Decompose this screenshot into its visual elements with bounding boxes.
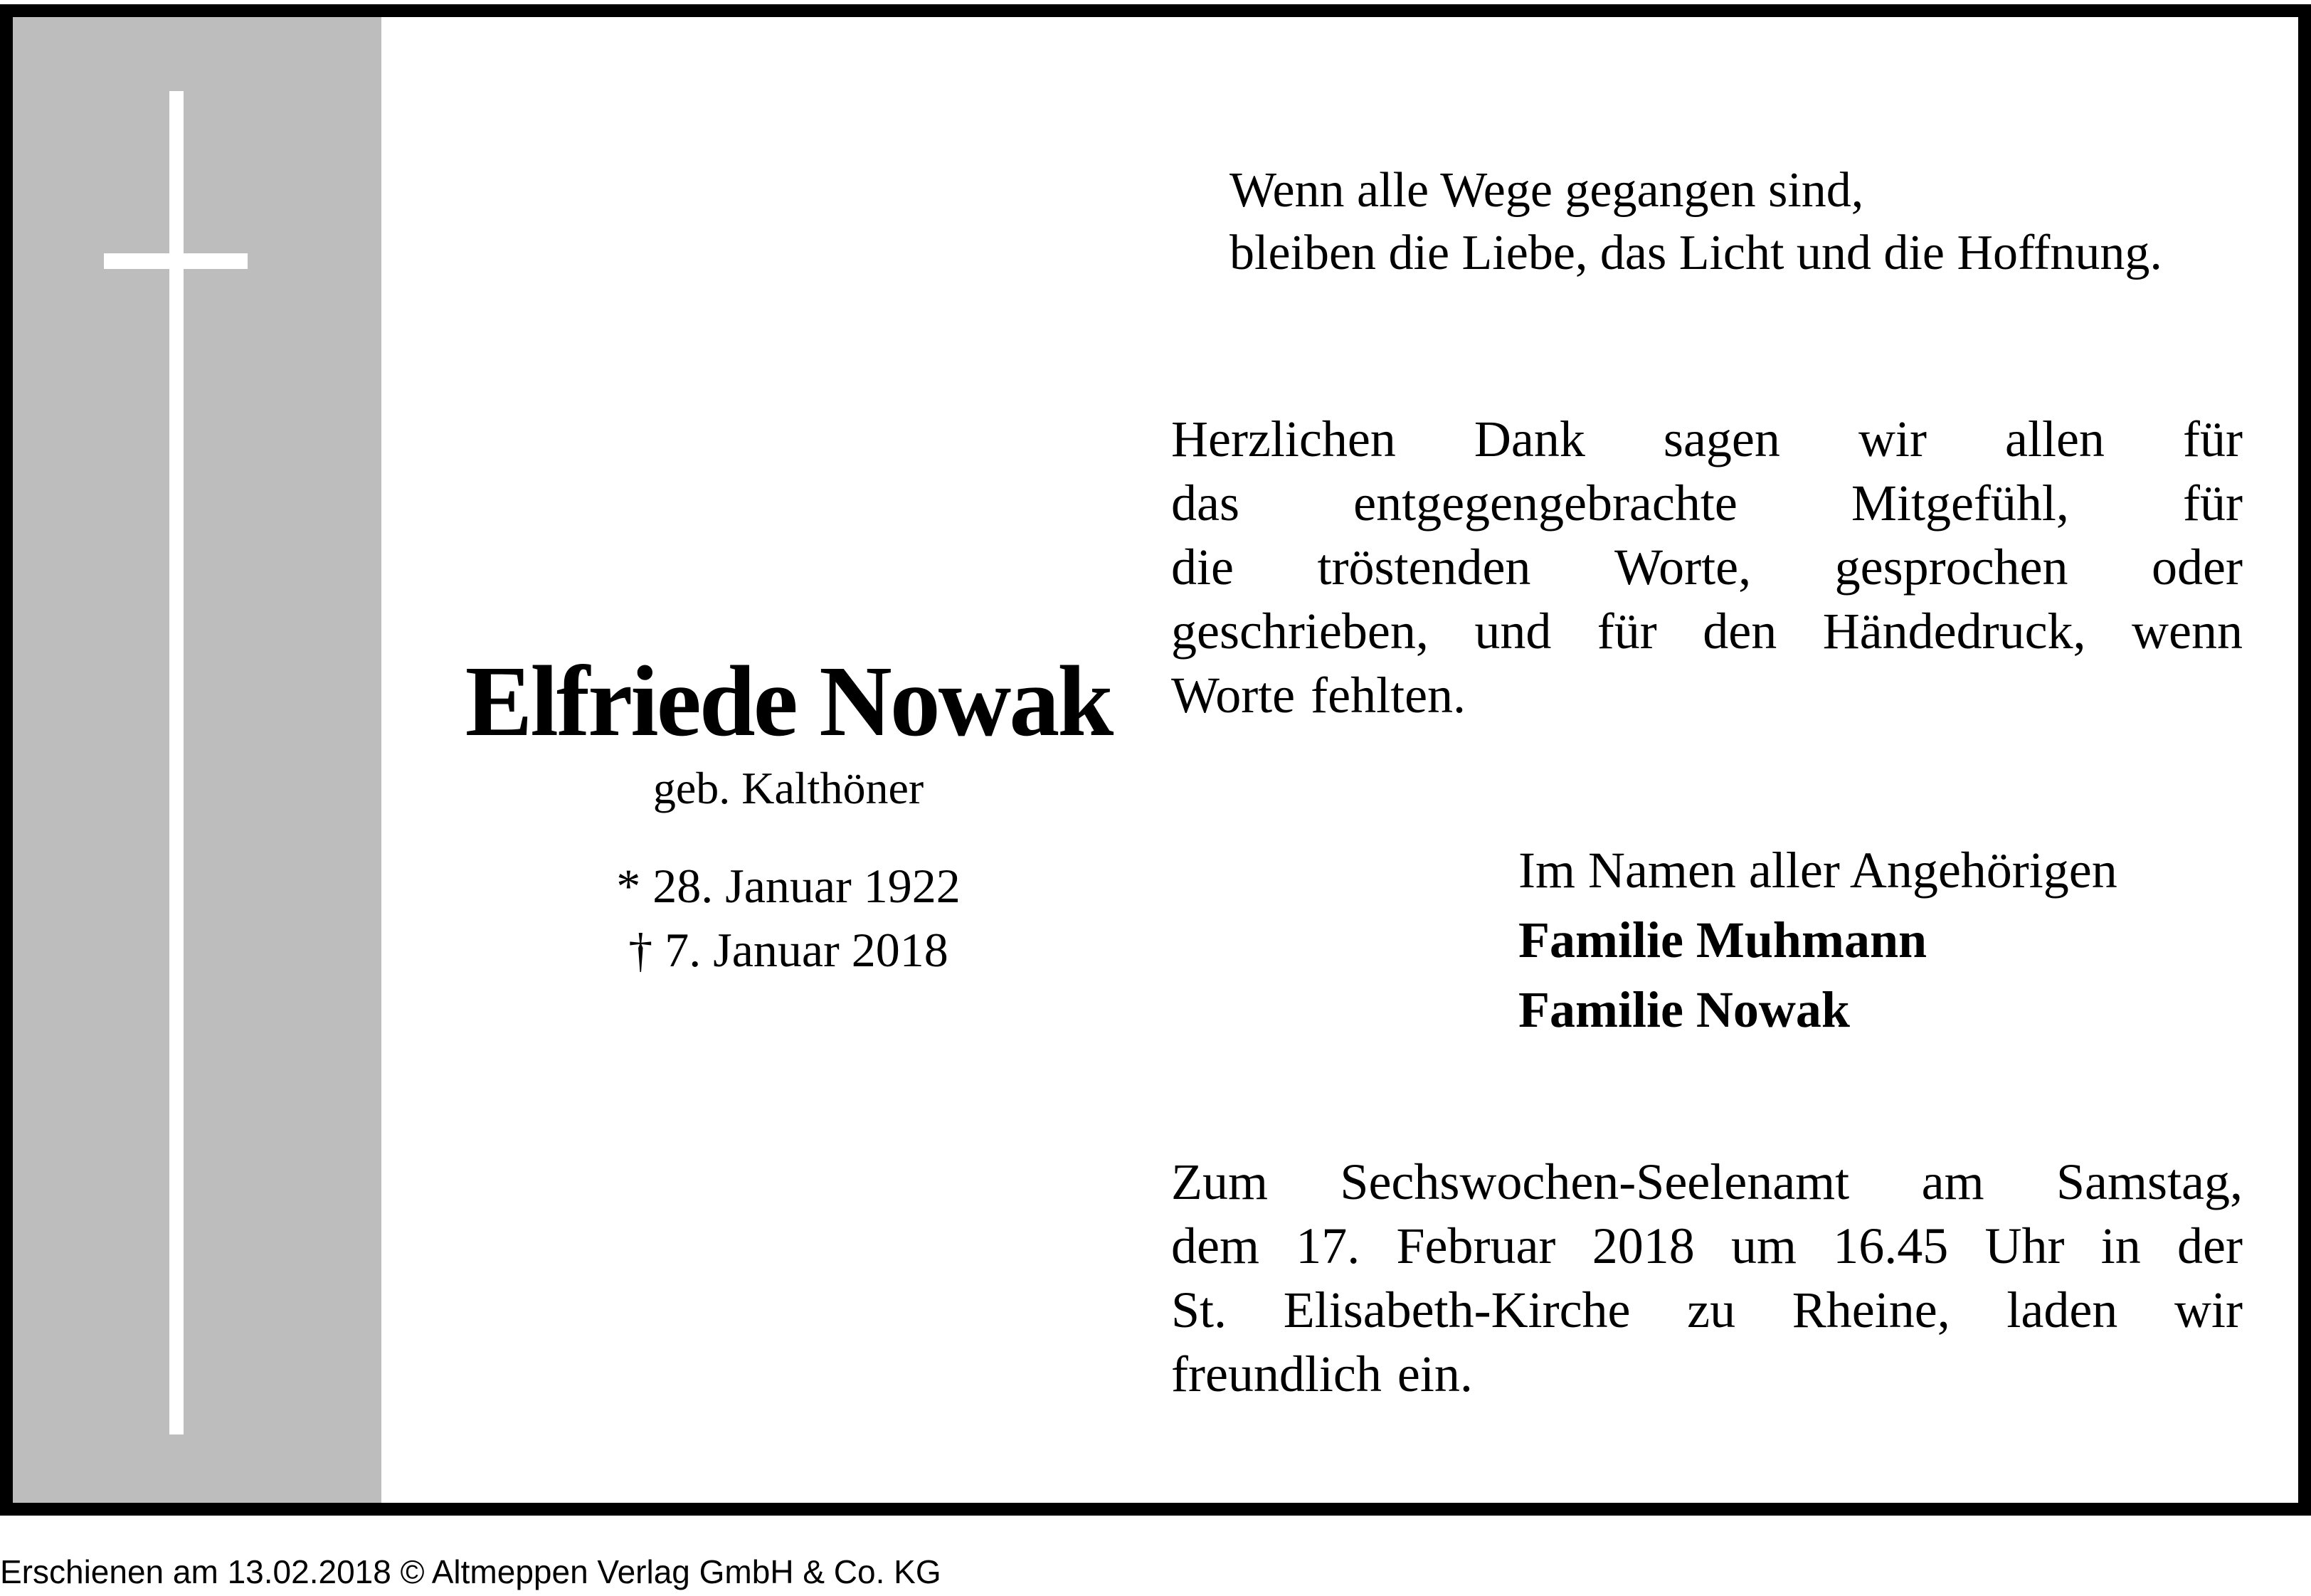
text-line — [1171, 663, 2243, 727]
word: den — [1703, 603, 1777, 660]
signature — [1518, 835, 2117, 1045]
text-line — [1171, 1278, 2243, 1342]
deceased-block — [411, 645, 1165, 982]
cross-horizontal-bar — [104, 253, 248, 269]
word: dem — [1171, 1217, 1259, 1274]
deceased-name: Elfriede Nowak — [465, 645, 1112, 757]
word: sagen — [1663, 411, 1780, 467]
quote-line: Wenn alle Wege gegangen sind, — [1229, 163, 1864, 218]
word: Sechswochen-Seelenamt — [1340, 1153, 1850, 1210]
word: Mitgefühl, — [1851, 475, 2069, 532]
word: um — [1730, 1217, 1797, 1274]
word: Händedruck, — [1822, 603, 2086, 660]
word: 2018 — [1592, 1217, 1695, 1274]
death-date: † 7. Januar 2018 — [628, 923, 948, 977]
quote — [1229, 159, 2162, 285]
invitation-text — [1171, 1150, 2243, 1406]
word: wir — [1858, 411, 1927, 467]
word: oder — [2152, 539, 2243, 596]
obituary-notice — [0, 4, 2311, 1516]
word: wenn — [2132, 603, 2243, 660]
word: Zum — [1171, 1153, 1268, 1210]
side-band — [13, 17, 381, 1503]
word: Dank — [1474, 411, 1585, 467]
signature-intro: Im Namen aller Angehörigen — [1518, 842, 2117, 899]
word: gesprochen — [1834, 539, 2068, 596]
word: Rheine, — [1792, 1281, 1950, 1338]
word: Februar — [1396, 1217, 1556, 1274]
word: Herzlichen — [1171, 411, 1396, 467]
publication-footer: Erschienen am 13.02.2018 © Altmeppen Verlag GmbH & Co. KG — [0, 1553, 941, 1590]
text-line — [1171, 1342, 2243, 1406]
word: zu — [1687, 1281, 1736, 1338]
cross-vertical-bar — [169, 91, 184, 1434]
word: ein. — [1397, 1346, 1473, 1402]
word: und — [1474, 603, 1552, 660]
life-dates — [411, 854, 1165, 982]
text-line — [1171, 407, 2243, 471]
word: geschrieben, — [1171, 603, 1429, 660]
text-line — [1171, 1214, 2243, 1278]
word: am — [1921, 1153, 1984, 1210]
text-line — [1171, 1150, 2243, 1214]
word: die — [1171, 539, 1234, 596]
word: St. — [1171, 1281, 1227, 1338]
word: freundlich — [1171, 1346, 1382, 1402]
family-name: Familie Muhmann — [1518, 911, 1927, 968]
word: für — [2183, 475, 2243, 532]
word: Uhr — [1984, 1217, 2065, 1274]
word: Worte, — [1614, 539, 1752, 596]
word: wir — [2174, 1281, 2243, 1338]
word: 16.45 — [1833, 1217, 1949, 1274]
word: Samstag, — [2056, 1153, 2243, 1210]
word: entgegengebrachte — [1353, 475, 1738, 532]
word: das — [1171, 475, 1239, 532]
birth-date: * 28. Januar 1922 — [616, 859, 961, 913]
word: für — [2183, 411, 2243, 467]
word: fehlten. — [1311, 667, 1466, 724]
word: tröstenden — [1317, 539, 1531, 596]
maiden-name: geb. Kalthöner — [652, 763, 924, 813]
word: 17. — [1296, 1217, 1360, 1274]
word: Elisabeth-Kirche — [1283, 1281, 1631, 1338]
text-line — [1171, 599, 2243, 663]
thanks-text — [1171, 407, 2243, 727]
word: allen — [2005, 411, 2105, 467]
text-line — [1171, 535, 2243, 599]
family-name: Familie Nowak — [1518, 981, 1850, 1038]
word: in — [2100, 1217, 2141, 1274]
word: für — [1597, 603, 1657, 660]
quote-line: bleiben die Liebe, das Licht und die Hoffnung. — [1229, 226, 2162, 280]
word: Worte — [1171, 667, 1296, 724]
word: laden — [2006, 1281, 2118, 1338]
text-line — [1171, 471, 2243, 535]
word: der — [2177, 1217, 2243, 1274]
